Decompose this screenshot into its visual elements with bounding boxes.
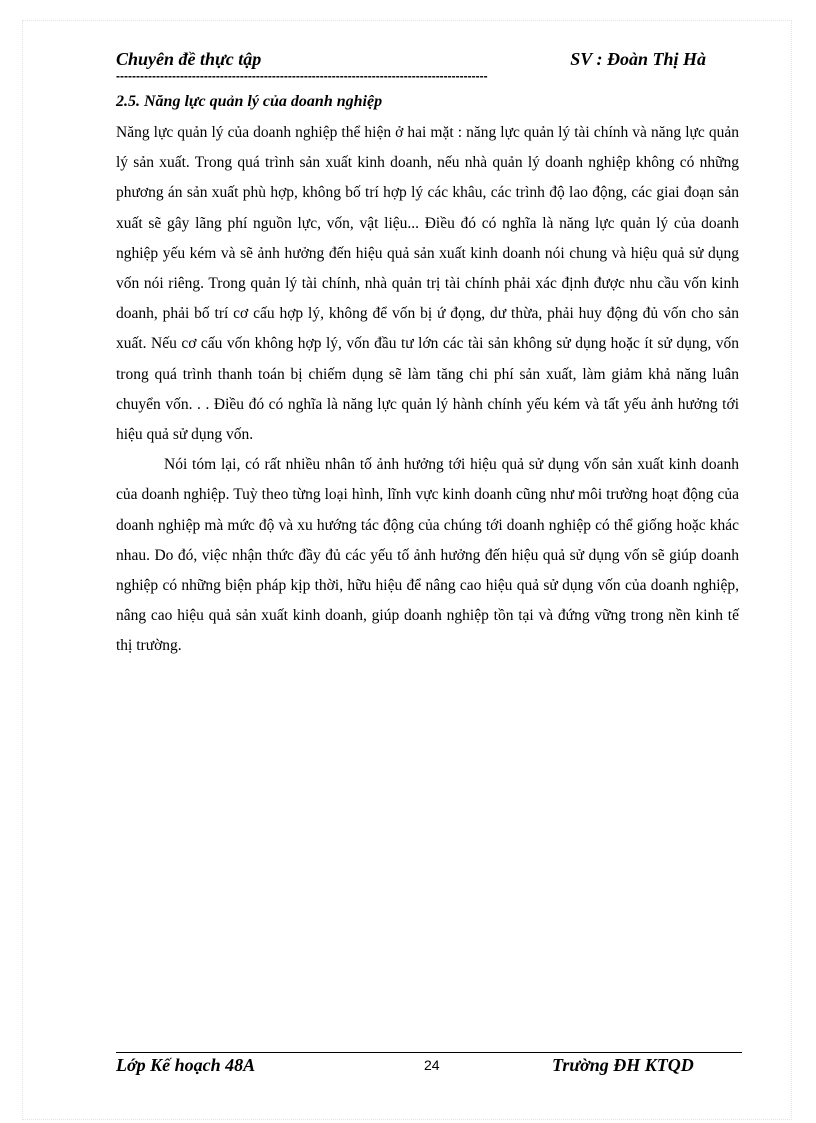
header-course-title: Chuyên đề thực tập <box>116 49 262 69</box>
body-paragraph-1: Năng lực quản lý của doanh nghiệp thể hiện ở hai mặt : năng lực quản lý tài chính và năng lực quản lý sản xuất. Trong quá trình sản xuất kinh doanh, nếu nhà quản lý doanh nghiệp không có những phương án sản xuất phù hợp, không bố trí hợp lý các khâu, các trình độ lao động, các giai đoạn sản xuất sẽ gây lãng phí nguồn lực, vốn, vật liệu... Điều đó có nghĩa là năng lực quản lý của doanh nghiệp yếu kém và sẽ ảnh hưởng đến hiệu quả sản xuất kinh doanh nói chung và hiệu quả sử dụng vốn nói riêng. Trong quản lý tài chính, nhà quản trị tài chính phải xác định được nhu cầu vốn kinh doanh, phải bố trí cơ cấu hợp lý, không để vốn bị ứ đọng, dư thừa, phải huy động đủ vốn cho sản xuất. Nếu cơ cấu vốn không hợp lý, vốn đầu tư lớn các tài sản không sử dụng hoặc ít sử dụng, vốn trong quá trình thanh toán bị chiếm dụng sẽ làm tăng chi phí sản xuất, làm giảm khả năng luân chuyển vốn. . . Điều đó có nghĩa là năng lực quản lý hành chính yếu kém và tất yếu ảnh hưởng tới hiệu quả sử dụng vốn. <box>116 124 739 444</box>
footer-class-name: Lớp Kế hoạch 48A <box>116 1055 256 1075</box>
footer-rule <box>116 1052 742 1053</box>
header-dashed-rule: --------------------------------------------------------------------------------------------- <box>116 71 488 81</box>
page-header <box>116 49 706 73</box>
body-paragraph-2: Nói tóm lại, có rất nhiều nhân tố ảnh hưởng tới hiệu quả sử dụng vốn sản xuất kinh doanh của doanh nghiệp. Tuỳ theo từng loại hình, lĩnh vực kinh doanh cũng như môi trường hoạt động của doanh nghiệp mà mức độ và xu hướng tác động của chúng tới doanh nghiệp có thể giống hoặc khác nhau. Do đó, việc nhận thức đầy đủ các yếu tố ảnh hưởng đến hiệu quả sử dụng vốn sẽ giúp doanh nghiệp có những biện pháp kịp thời, hữu hiệu để nâng cao hiệu quả sử dụng vốn của doanh nghiệp, nâng cao hiệu quả sản xuất kinh doanh, giúp doanh nghiệp tồn tại và đứng vững trong nền kinh tế thị trường. <box>116 456 739 655</box>
header-student-name: SV : Đoàn Thị Hà <box>570 49 706 69</box>
page-number: 24 <box>424 1057 440 1073</box>
page-footer <box>116 1055 742 1079</box>
footer-university-name: Trường ĐH KTQD <box>552 1055 694 1075</box>
section-heading: 2.5. Năng lực quản lý của doanh nghiệp <box>116 93 383 110</box>
page-body <box>116 92 739 662</box>
